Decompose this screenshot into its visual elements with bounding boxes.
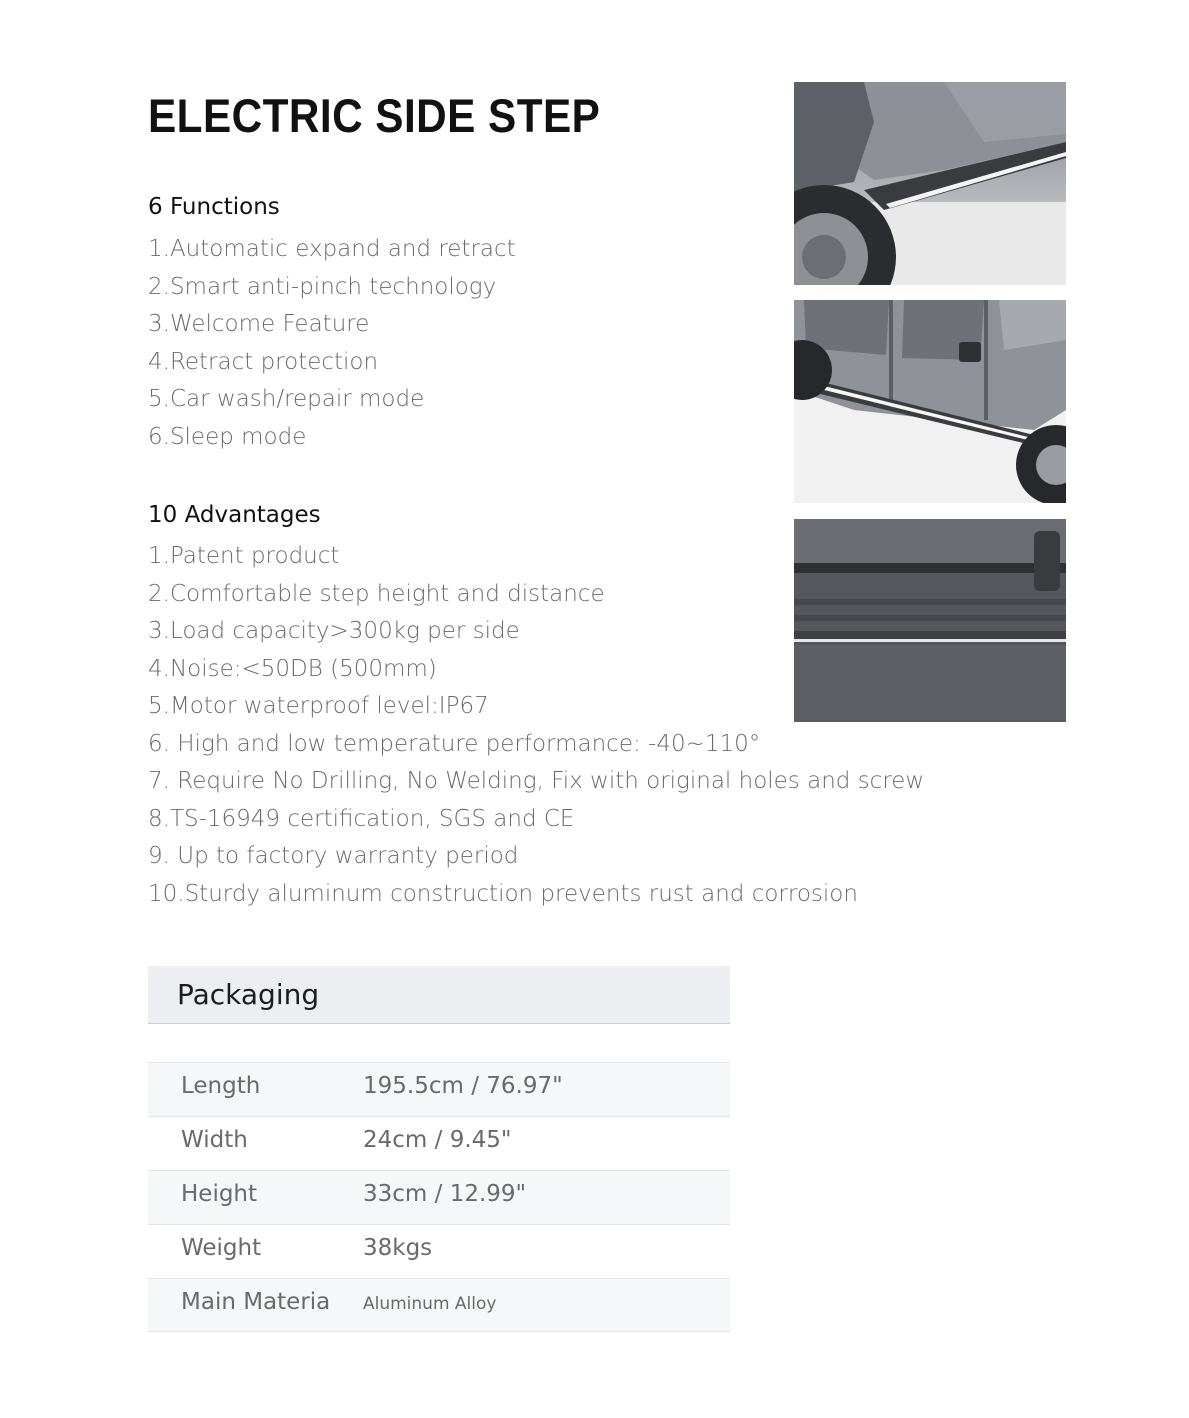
table-row — [148, 1224, 730, 1278]
packaging-header — [148, 966, 730, 1024]
list-item: 4.Noise:<50DB (500mm) — [148, 655, 437, 682]
list-item: 2.Comfortable step height and distance — [148, 580, 605, 607]
product-photo-step-detail — [794, 519, 1066, 722]
list-item: 9. Up to factory warranty period — [148, 843, 519, 869]
packaging-spec-table — [148, 1062, 730, 1332]
product-photo-wheel-step — [794, 82, 1066, 285]
functions-heading: 6 Functions — [148, 194, 280, 220]
spec-label: Main Materia — [181, 1289, 331, 1315]
product-photo-vehicle-side — [794, 300, 1066, 503]
table-row — [148, 1278, 730, 1332]
functions-list — [148, 231, 516, 456]
table-row — [148, 1116, 730, 1170]
list-item: 8.TS-16949 certification, SGS and CE — [148, 805, 575, 832]
list-item: 5.Car wash/repair mode — [148, 386, 425, 412]
list-item: 10.Sturdy aluminum construction prevents rust and corrosion — [148, 880, 858, 907]
list-item: 5.Motor waterproof level:IP67 — [148, 693, 489, 719]
spec-value: 38kgs — [363, 1235, 433, 1261]
list-item: 3.Welcome Feature — [148, 311, 370, 337]
table-row — [148, 1062, 730, 1116]
advantages-heading: 10 Advantages — [148, 502, 321, 528]
spec-value: 195.5cm / 76.97" — [363, 1073, 563, 1099]
list-item: 7. Require No Drilling, No Welding, Fix with original holes and screw — [148, 768, 925, 794]
page-title: ELECTRIC SIDE STEP — [148, 89, 601, 142]
spec-label: Height — [181, 1181, 258, 1207]
spec-label: Width — [181, 1127, 248, 1153]
spec-label: Length — [181, 1073, 261, 1099]
spec-value: Aluminum Alloy — [363, 1294, 497, 1314]
spec-label: Weight — [181, 1235, 262, 1261]
list-item: 6. High and low temperature performance: -40~110° — [148, 730, 761, 757]
table-row — [148, 1170, 730, 1224]
list-item: 3.Load capacity>300kg per side — [148, 618, 520, 644]
list-item: 6.Sleep mode — [148, 423, 307, 450]
spec-value: 24cm / 9.45" — [363, 1127, 512, 1153]
list-item: 2.Smart anti-pinch technology — [148, 273, 497, 300]
list-item: 1.Automatic expand and retract — [148, 236, 516, 262]
list-item: 4.Retract protection — [148, 348, 379, 375]
list-item: 1.Patent product — [148, 543, 340, 569]
packaging-heading: Packaging — [177, 978, 320, 1011]
spec-value: 33cm / 12.99" — [363, 1181, 527, 1207]
